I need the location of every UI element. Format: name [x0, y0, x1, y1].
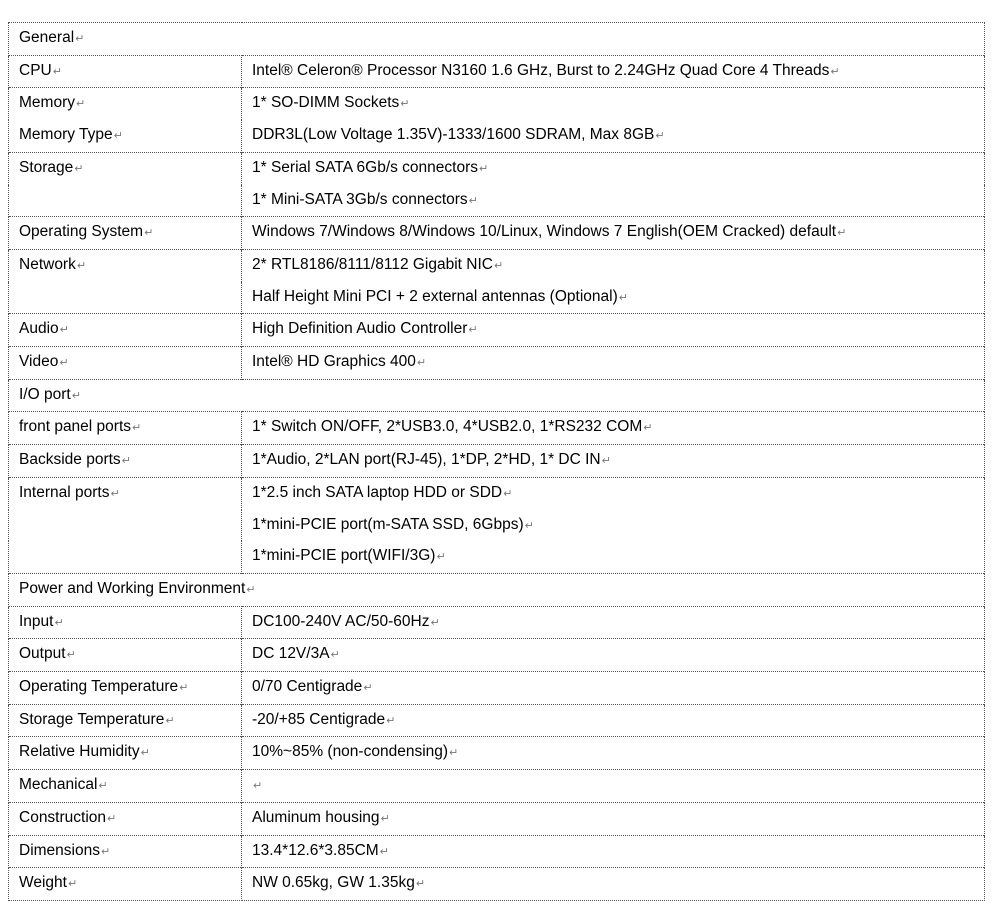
- row-value-text: DC 12V/3A: [252, 645, 330, 663]
- row-label-text: Memory Type: [19, 126, 113, 144]
- table-row: [9, 249, 985, 281]
- paragraph-mark-icon: ↵: [107, 812, 117, 825]
- row-label: [9, 120, 242, 152]
- paragraph-mark-icon: ↵: [400, 98, 410, 111]
- row-label-text: Mechanical: [19, 776, 98, 794]
- row-value-text: 1*mini-PCIE port(m-SATA SSD, 6Gbps): [252, 515, 524, 533]
- row-label: [9, 477, 242, 509]
- paragraph-mark-icon: ↵: [386, 714, 396, 727]
- paragraph-mark-icon: ↵: [380, 812, 390, 825]
- table-row: [9, 541, 985, 573]
- paragraph-mark-icon: ↵: [330, 649, 340, 662]
- row-value-text: 10%~85% (non-condensing): [252, 743, 449, 761]
- row-label: [9, 55, 242, 88]
- row-value: [242, 541, 985, 573]
- row-value: [242, 120, 985, 152]
- table-row: [9, 185, 985, 217]
- row-label: [9, 185, 242, 217]
- table-row: [9, 282, 985, 314]
- table-row: [9, 770, 985, 803]
- paragraph-mark-icon: ↵: [179, 682, 189, 695]
- paragraph-mark-icon: ↵: [601, 455, 611, 468]
- paragraph-mark-icon: ↵: [144, 227, 154, 240]
- row-value: [242, 88, 985, 120]
- row-value-text: 1* Serial SATA 6Gb/s connectors: [252, 158, 479, 176]
- row-value: [242, 282, 985, 314]
- row-value: [242, 704, 985, 737]
- row-label-text: Relative Humidity: [19, 743, 140, 761]
- table-row: [9, 737, 985, 770]
- table-row: [9, 88, 985, 120]
- section-row: [9, 23, 985, 56]
- row-value-text: Windows 7/Windows 8/Windows 10/Linux, Windows 7 English(OEM Cracked) default: [252, 223, 837, 241]
- table-row: [9, 347, 985, 380]
- spec-table-body: [9, 23, 985, 901]
- section-title: [9, 23, 985, 56]
- table-row: [9, 672, 985, 705]
- row-value: [242, 835, 985, 868]
- row-label-text: Dimensions: [19, 841, 100, 859]
- row-label-text: Operating Temperature: [19, 678, 179, 696]
- paragraph-mark-icon: ↵: [110, 487, 120, 500]
- paragraph-mark-icon: ↵: [655, 130, 665, 143]
- table-row: [9, 639, 985, 672]
- table-row: [9, 412, 985, 445]
- table-row: [9, 835, 985, 868]
- table-row: [9, 120, 985, 152]
- row-value: [242, 217, 985, 250]
- row-label-text: Video: [19, 353, 59, 371]
- row-value: [242, 152, 985, 184]
- row-value-text: 1* Mini-SATA 3Gb/s connectors: [252, 190, 468, 208]
- row-label-text: Storage Temperature: [19, 710, 165, 728]
- row-label-text: Backside ports: [19, 451, 121, 469]
- paragraph-mark-icon: ↵: [643, 422, 653, 435]
- paragraph-mark-icon: ↵: [415, 878, 426, 891]
- row-label-text: Output: [19, 645, 66, 663]
- row-value-text: Half Height Mini PCI + 2 external antennas (Optional): [252, 287, 618, 305]
- paragraph-mark-icon: ↵: [524, 519, 534, 532]
- paragraph-mark-icon: ↵: [363, 682, 373, 695]
- row-value: [242, 672, 985, 705]
- row-value: [242, 314, 985, 347]
- paragraph-mark-icon: ↵: [618, 291, 628, 304]
- table-row: [9, 510, 985, 542]
- row-label: [9, 868, 242, 901]
- row-label: [9, 445, 242, 478]
- row-label-text: Weight: [19, 874, 67, 892]
- paragraph-mark-icon: ↵: [54, 616, 64, 629]
- row-label: [9, 639, 242, 672]
- paragraph-mark-icon: ↵: [479, 162, 489, 175]
- row-value-text: Aluminum housing: [252, 808, 380, 826]
- row-value-text: 1*2.5 inch SATA laptop HDD or SDD: [252, 483, 503, 501]
- paragraph-mark-icon: ↵: [75, 98, 86, 111]
- section-row: [9, 379, 985, 412]
- paragraph-mark-icon: ↵: [493, 259, 504, 272]
- row-value-text: 1* Switch ON/OFF, 2*USB3.0, 4*USB2.0, 1*RS232 COM: [252, 418, 643, 436]
- paragraph-mark-icon: ↵: [59, 324, 69, 337]
- paragraph-mark-icon: ↵: [140, 747, 150, 760]
- row-value: [242, 445, 985, 478]
- row-label: [9, 835, 242, 868]
- row-label-text: front panel ports: [19, 418, 132, 436]
- paragraph-mark-icon: ↵: [52, 65, 62, 78]
- paragraph-mark-icon: ↵: [416, 357, 427, 370]
- row-value: [242, 737, 985, 770]
- row-value: [242, 802, 985, 835]
- row-label: [9, 737, 242, 770]
- row-value-text: Intel® Celeron® Processor N3160 1.6 GHz, Burst to 2.24GHz Quad Core 4 Threads: [252, 61, 830, 79]
- paragraph-mark-icon: ↵: [132, 422, 142, 435]
- paragraph-mark-icon: ↵: [100, 845, 111, 858]
- paragraph-mark-icon: ↵: [71, 389, 81, 402]
- paragraph-mark-icon: ↵: [436, 551, 446, 564]
- row-label-text: CPU: [19, 61, 52, 79]
- paragraph-mark-icon: ↵: [59, 357, 69, 370]
- row-value: [242, 639, 985, 672]
- paragraph-mark-icon: ↵: [430, 616, 440, 629]
- row-label: [9, 541, 242, 573]
- row-label: [9, 347, 242, 380]
- row-label: [9, 412, 242, 445]
- row-label-text: Internal ports: [19, 483, 110, 501]
- table-row: [9, 152, 985, 184]
- paragraph-mark-icon: ↵: [66, 649, 76, 662]
- row-value-text: 1*Audio, 2*LAN port(RJ-45), 1*DP, 2*HD, 1* DC IN: [252, 451, 601, 469]
- paragraph-mark-icon: ↵: [75, 33, 85, 45]
- table-row: [9, 217, 985, 250]
- row-value: [242, 185, 985, 217]
- row-value-text: Intel® HD Graphics 400: [252, 353, 416, 371]
- row-value-text: 1* SO-DIMM Sockets: [252, 94, 400, 112]
- row-value: [242, 770, 985, 803]
- paragraph-mark-icon: ↵: [74, 162, 84, 175]
- row-label: [9, 510, 242, 542]
- paragraph-mark-icon: ↵: [830, 65, 840, 78]
- row-value: [242, 477, 985, 509]
- section-row: [9, 573, 985, 606]
- row-label-text: Storage: [19, 158, 74, 176]
- row-value: [242, 55, 985, 88]
- row-label: [9, 802, 242, 835]
- table-row: [9, 802, 985, 835]
- row-value: [242, 510, 985, 542]
- paragraph-mark-icon: ↵: [76, 259, 87, 272]
- paragraph-mark-icon: ↵: [468, 324, 478, 337]
- paragraph-mark-icon: ↵: [503, 487, 513, 500]
- row-value: [242, 606, 985, 639]
- paragraph-mark-icon: ↵: [121, 455, 131, 468]
- row-value-text: -20/+85 Centigrade: [252, 710, 386, 728]
- spec-table: [8, 22, 985, 901]
- paragraph-mark-icon: ↵: [379, 845, 389, 858]
- row-value: [242, 412, 985, 445]
- row-value-text: DDR3L(Low Voltage 1.35V)-1333/1600 SDRAM, Max 8GB: [252, 126, 655, 144]
- row-value-text: 13.4*12.6*3.85CM: [252, 841, 379, 859]
- table-row: [9, 868, 985, 901]
- section-title: [9, 379, 985, 412]
- paragraph-mark-icon: ↵: [98, 780, 108, 793]
- row-value: [242, 868, 985, 901]
- row-label: [9, 217, 242, 250]
- row-value: [242, 347, 985, 380]
- row-label: [9, 704, 242, 737]
- table-row: [9, 55, 985, 88]
- row-label-text: Input: [19, 612, 54, 630]
- section-title-text: I/O port: [19, 385, 71, 403]
- table-row: [9, 477, 985, 509]
- paragraph-mark-icon: ↵: [67, 878, 78, 891]
- row-label: [9, 672, 242, 705]
- row-value: [242, 249, 985, 281]
- row-label: [9, 249, 242, 281]
- paragraph-mark-icon: ↵: [837, 227, 847, 240]
- table-row: [9, 445, 985, 478]
- row-label: [9, 152, 242, 184]
- paragraph-mark-icon: ↵: [449, 747, 459, 760]
- paragraph-mark-icon: ↵: [253, 780, 263, 793]
- paragraph-mark-icon: ↵: [165, 714, 175, 727]
- section-title-text: Power and Working Environment: [19, 579, 246, 597]
- section-title: [9, 573, 985, 606]
- paragraph-mark-icon: ↵: [113, 130, 123, 143]
- row-label: [9, 606, 242, 639]
- row-value-text: 1*mini-PCIE port(WIFI/3G): [252, 547, 436, 565]
- row-label-text: Memory: [19, 94, 75, 112]
- row-label-text: Construction: [19, 808, 107, 826]
- paragraph-mark-icon: ↵: [468, 194, 478, 207]
- row-label: [9, 314, 242, 347]
- section-title-text: General: [19, 29, 75, 46]
- table-row: [9, 606, 985, 639]
- row-label-text: Operating System: [19, 223, 144, 241]
- row-label: [9, 282, 242, 314]
- row-value-text: NW 0.65kg, GW 1.35kg: [252, 874, 415, 892]
- paragraph-mark-icon: ↵: [246, 583, 256, 596]
- row-label-text: Audio: [19, 320, 59, 338]
- row-value-text: High Definition Audio Controller: [252, 320, 468, 338]
- table-row: [9, 314, 985, 347]
- row-value-text: DC100-240V AC/50-60Hz: [252, 612, 430, 630]
- row-label: [9, 88, 242, 120]
- row-value-text: 0/70 Centigrade: [252, 678, 363, 696]
- row-label-text: Network: [19, 255, 76, 273]
- row-label: [9, 770, 242, 803]
- row-value-text: 2* RTL8186/8111/8112 Gigabit NIC: [252, 255, 493, 273]
- table-row: [9, 704, 985, 737]
